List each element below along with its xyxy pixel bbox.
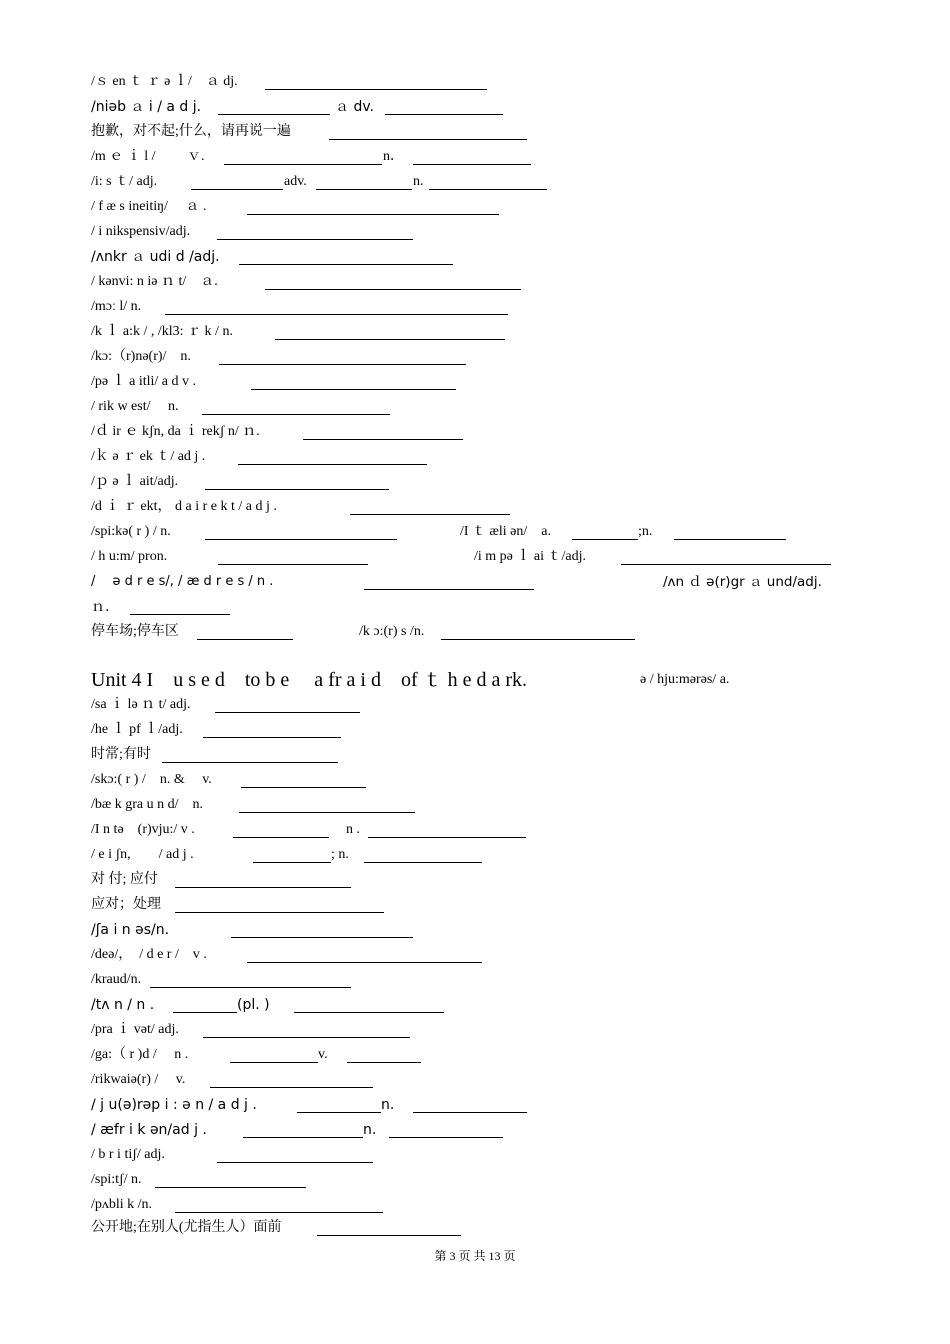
chinese-prompt: 抱歉，对不起;什么，请再说一遍 — [91, 124, 291, 139]
answer-blank[interactable] — [429, 171, 547, 193]
phonetic-prompt: /d ｉ ｒ ekt， d a i r e k t / a d j . — [91, 499, 277, 514]
phonetic-prompt: ə / hju:mərəs/ a. — [640, 672, 730, 687]
pos-label: ａ dv. — [335, 99, 374, 115]
phonetic-prompt: /ʌn ｄ ə(r)gr ａ und/adj. — [663, 574, 822, 590]
phonetic-prompt: /deə/， / d e r / v . — [91, 947, 207, 962]
answer-blank[interactable] — [218, 546, 368, 568]
phonetic-prompt: /he ｌ pf ｌ/adj. — [91, 722, 183, 737]
phonetic-prompt: /kɔ:（r)nə(r)/ n. — [91, 349, 191, 364]
answer-blank[interactable] — [247, 196, 499, 218]
answer-blank[interactable] — [210, 1069, 373, 1091]
phonetic-prompt: /ｓ en ｔ ｒ ə ｌ/ ａ dj. — [91, 74, 238, 89]
answer-blank[interactable] — [413, 1094, 527, 1116]
answer-blank[interactable] — [238, 446, 427, 468]
phonetic-prompt: /sa ｉ lə ｎ t/ adj. — [91, 697, 191, 712]
answer-blank[interactable] — [317, 1217, 461, 1239]
phonetic-prompt: / ə d r e s/, / æ d r e s / n . — [91, 574, 274, 589]
answer-blank[interactable] — [217, 221, 413, 243]
pos-label: ; n. — [331, 847, 349, 862]
phonetic-prompt: /bæ k gra u n d/ n. — [91, 797, 203, 812]
answer-blank[interactable] — [674, 521, 786, 543]
answer-blank[interactable] — [350, 496, 510, 518]
pos-label: n． — [383, 149, 404, 164]
phonetic-prompt: /spi:tʃ/ n. — [91, 1172, 142, 1187]
answer-blank[interactable] — [231, 919, 413, 941]
answer-blank[interactable] — [241, 769, 366, 791]
answer-blank[interactable] — [389, 1119, 503, 1141]
phonetic-prompt: /rikwaiə(r) / v. — [91, 1072, 186, 1087]
answer-blank[interactable] — [247, 944, 482, 966]
answer-blank[interactable] — [233, 819, 329, 841]
pos-label: ｎ. — [91, 599, 110, 615]
chinese-prompt: 公开地;在别人(尤指生人）面前 — [91, 1220, 282, 1235]
pos-label: v. — [318, 1047, 342, 1062]
chinese-prompt: 停车场;停车区 — [91, 624, 179, 639]
answer-blank[interactable] — [155, 1169, 306, 1191]
answer-blank[interactable] — [572, 521, 638, 543]
phonetic-prompt: /niəb ａ i / a d j. — [91, 99, 202, 115]
answer-blank[interactable] — [175, 869, 351, 891]
phonetic-prompt: /i m pə ｌ ai ｔ/adj. — [474, 549, 586, 564]
pos-label: n . — [346, 822, 360, 837]
phonetic-prompt: /i: s ｔ/ adj. — [91, 174, 158, 189]
phonetic-prompt: /k ｌ a:k / , /kl3: ｒ k / n. — [91, 324, 233, 339]
answer-blank[interactable] — [162, 744, 338, 766]
answer-blank[interactable] — [203, 719, 341, 741]
phonetic-prompt: /mɔː l/ n. — [91, 299, 142, 314]
phonetic-prompt: /ʌnkr ａ udi d /adj. — [91, 249, 220, 265]
phonetic-prompt: /pʌbli k /n. — [91, 1197, 153, 1212]
answer-blank[interactable] — [265, 271, 521, 293]
phonetic-prompt: /I n tə (r)vju:/ v . — [91, 822, 195, 837]
answer-blank[interactable] — [364, 571, 534, 593]
phonetic-prompt: / e i ʃn, / ad j . — [91, 847, 194, 862]
phonetic-prompt: /ｋ ə ｒ ek ｔ/ ad j . — [91, 449, 206, 464]
phonetic-prompt: / rik w est/ n. — [91, 399, 179, 414]
answer-blank[interactable] — [251, 371, 456, 393]
phonetic-prompt: /tʌ n / n . — [91, 997, 155, 1013]
phonetic-prompt: / æfr i k ən/ad j . — [91, 1122, 207, 1138]
phonetic-prompt: /skɔ:( r ) / n. & v. — [91, 772, 212, 787]
answer-blank[interactable] — [175, 1194, 383, 1216]
answer-blank[interactable] — [175, 894, 384, 916]
phonetic-prompt: /m ｅ ｉ l / ｖ. — [91, 149, 205, 164]
phonetic-prompt: / i nikspensiv/adj. — [91, 224, 191, 239]
answer-blank[interactable] — [217, 1144, 373, 1166]
answer-blank[interactable] — [197, 621, 293, 643]
phonetic-prompt: / b r i tiʃ/ adj. — [91, 1147, 165, 1162]
answer-blank[interactable] — [265, 71, 487, 93]
pos-label: n. — [381, 1097, 395, 1113]
answer-blank[interactable] — [150, 969, 351, 991]
answer-blank[interactable] — [173, 994, 237, 1016]
answer-blank[interactable] — [316, 171, 412, 193]
answer-blank[interactable] — [202, 396, 390, 418]
answer-blank[interactable] — [165, 296, 508, 318]
answer-blank[interactable] — [297, 1094, 381, 1116]
answer-blank[interactable] — [218, 96, 330, 118]
plural-label: (pl. ) — [237, 997, 270, 1013]
phonetic-prompt: /k ɔ:(r) s /n. — [359, 624, 425, 639]
unit-title: Unit 4 I u s e d to b e a fr a i d of ｔ h e d a rk. — [91, 669, 528, 691]
answer-blank[interactable] — [239, 794, 415, 816]
chinese-prompt: 时常;有时 — [91, 747, 151, 762]
phonetic-prompt: /pə ｌ a itli/ a d v . — [91, 374, 196, 389]
answer-blank[interactable] — [191, 171, 283, 193]
pos-label: ;n. — [638, 524, 653, 539]
answer-blank[interactable] — [347, 1044, 421, 1066]
phonetic-prompt: /kraud/n. — [91, 972, 142, 987]
answer-blank[interactable] — [239, 246, 453, 268]
phonetic-prompt: /I ｔ æli ən/ a. — [460, 524, 551, 539]
answer-blank[interactable] — [224, 146, 382, 168]
answer-blank[interactable] — [205, 471, 389, 493]
phonetic-prompt: / f æ s ineitiŋ/ ａ . — [91, 199, 207, 214]
answer-blank[interactable] — [368, 819, 526, 841]
answer-blank[interactable] — [413, 146, 531, 168]
phonetic-prompt: /ｐ ə ｌ ait/adj. — [91, 474, 179, 489]
answer-blank[interactable] — [253, 844, 331, 866]
answer-blank[interactable] — [219, 346, 466, 368]
page-number-footer: 第 3 页 共 13 页 — [434, 1249, 516, 1263]
answer-blank[interactable] — [441, 621, 635, 643]
pos-label: adv. — [284, 174, 307, 189]
answer-blank[interactable] — [621, 546, 831, 568]
answer-blank[interactable] — [205, 521, 397, 543]
chinese-prompt: 应对；处理 — [91, 897, 161, 912]
phonetic-prompt: / j u(ə)rəp i : ə n / a d j . — [91, 1097, 257, 1113]
pos-label: n. — [363, 1122, 377, 1138]
phonetic-prompt: /ga:（ r )d / n . — [91, 1047, 189, 1062]
answer-blank[interactable] — [364, 844, 482, 866]
answer-blank[interactable] — [203, 1019, 410, 1041]
pos-label: n. — [413, 174, 424, 189]
answer-blank[interactable] — [243, 1119, 363, 1141]
phonetic-prompt: /ｄ ir ｅ kʃn, da ｉ rekʃ n/ ｎ. — [91, 424, 260, 439]
answer-blank[interactable] — [294, 994, 444, 1016]
answer-blank[interactable] — [385, 96, 503, 118]
answer-blank[interactable] — [130, 596, 230, 618]
chinese-prompt: 对 付; 应付 — [91, 872, 158, 887]
answer-blank[interactable] — [303, 421, 463, 443]
answer-blank[interactable] — [230, 1044, 318, 1066]
answer-blank[interactable] — [215, 694, 360, 716]
answer-blank[interactable] — [329, 121, 527, 143]
phonetic-prompt: /pra ｉ vət/ adj. — [91, 1022, 179, 1037]
phonetic-prompt: / h u:m/ pron. — [91, 549, 168, 564]
answer-blank[interactable] — [275, 321, 505, 343]
phonetic-prompt: /spi:kə( r ) / n. — [91, 524, 171, 539]
phonetic-prompt: / kənvi: n iə ｎ t/ ａ. — [91, 274, 218, 289]
phonetic-prompt: /ʃa i n əs/n. — [91, 922, 170, 938]
